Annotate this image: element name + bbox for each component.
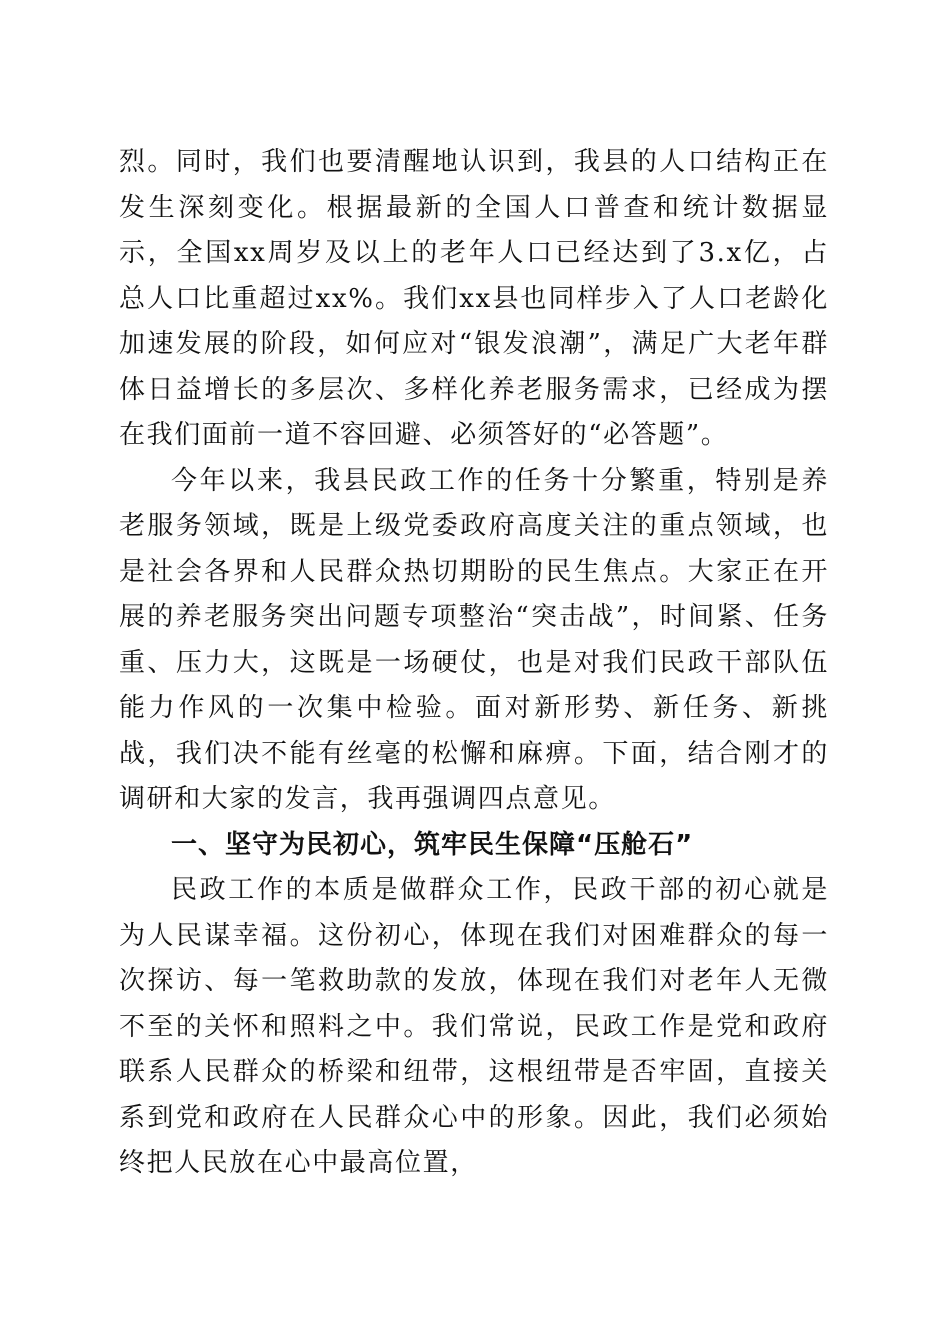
paragraph-civil-affairs-tasks: 今年以来，我县民政工作的任务十分繁重，特别是养老服务领域，既是上级党委政府高度关注的重点领域，也是社会各界和人民群众热切期盼的民生焦点。大家正在开展的养老服务突出问题专项整治“突击战”，时间紧、任务重、压力大，这既是一场硬仗，也是对我们民政干部队伍能力作风的一次集中检验。面对新形势、新任务、新挑战，我们决不能有丝毫的松懈和麻痹。下面，结合刚才的调研和大家的发言，我再强调四点意见。 [119,465,829,814]
paragraph-continuation: 烈。同时，我们也要清醒地认识到，我县的人口结构正在发生深刻变化。根据最新的全国人口普查和统计数据显示，全国xx周岁及以上的老年人口已经达到了3.x亿，占总人口比重超过xx%。我们xx县也同样步入了人口老龄化加速发展的阶段，如何应对“银发浪潮”，满足广大老年群体日益增长的多层次、多样化养老服务需求，已经成为摆在我们面前一道不容回避、必须答好的“必答题”。 [119,147,829,450]
section-heading-1: 一、坚守为民初心，筑牢民生保障“压舱石” [171,829,694,860]
paragraph-section-1-body: 民政工作的本质是做群众工作，民政干部的初心就是为人民谋幸福。这份初心，体现在我们对困难群众的每一次探访、每一笔救助款的发放，体现在我们对老年人无微不至的关怀和照料之中。我们常说，民政工作是党和政府联系人民群众的桥梁和纽带，这根纽带是否牢固，直接关系到党和政府在人民群众心中的形象。因此，我们必须始终把人民放在心中最高位置， [119,875,829,1178]
document-body [119,140,829,1187]
